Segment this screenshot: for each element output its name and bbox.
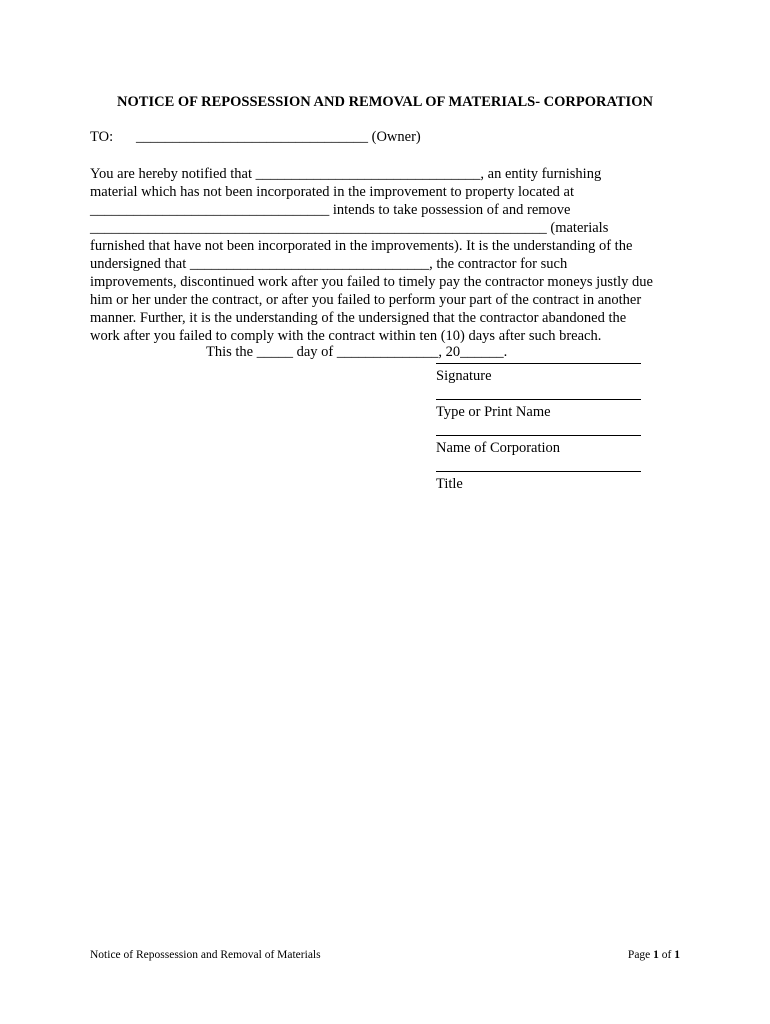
print-name-label: Type or Print Name [436, 404, 551, 420]
notice-body [90, 165, 690, 345]
date-line: This the _____ day of ______________, 20______. [206, 344, 508, 360]
print-name-field [436, 399, 641, 421]
page-of: of [658, 949, 675, 961]
body-line: undersigned that _________________________________, the contractor for such [90, 256, 568, 272]
title-field [436, 471, 641, 493]
footer-document-name: Notice of Repossession and Removal of Materials [90, 949, 321, 961]
body-line: improvements, discontinued work after you failed to timely pay the contractor moneys justly due [90, 274, 653, 290]
corporation-name-field [436, 435, 641, 457]
to-row [90, 129, 421, 146]
corporation-name-label: Name of Corporation [436, 440, 561, 456]
body-line: You are hereby notified that _______________________________, an entity furnishing [90, 166, 602, 182]
signature-label: Signature [436, 368, 492, 384]
signature-rule [436, 363, 641, 364]
body-line: _______________________________________________________________ (materials [90, 220, 609, 236]
body-line: furnished that have not been incorporated in the improvements). It is the understanding of the [90, 238, 633, 254]
print-name-rule [436, 399, 641, 400]
page-prefix: Page [627, 949, 654, 961]
title-rule [436, 471, 641, 472]
footer-page-number [628, 949, 680, 961]
document-title: NOTICE OF REPOSSESSION AND REMOVAL OF MATERIALS- CORPORATION [117, 94, 653, 110]
body-line: work after you failed to comply with the contract within ten (10) days after such breach. [90, 328, 602, 344]
to-label: TO: [90, 129, 114, 145]
body-line: him or her under the contract, or after you failed to perform your part of the contract in another [90, 292, 642, 308]
page-total: 1 [674, 949, 680, 961]
body-line: manner. Further, it is the understanding of the undersigned that the contractor abandoned the [90, 310, 627, 326]
body-line: material which has not been incorporated in the improvement to property located at [90, 184, 574, 200]
signature-field [436, 363, 641, 385]
corporation-name-rule [436, 435, 641, 436]
body-line: _________________________________ intends to take possession of and remove [90, 202, 571, 218]
title-label: Title [436, 476, 463, 492]
page-current: 1 [653, 949, 659, 961]
owner-line: ________________________________ (Owner) [136, 129, 421, 145]
